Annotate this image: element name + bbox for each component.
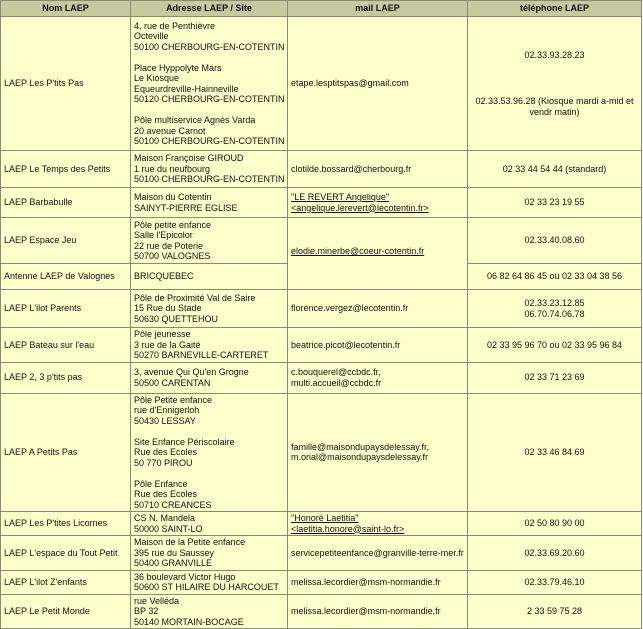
table-row (1, 536, 642, 571)
laep-mail (288, 393, 468, 512)
phone-line: 02.33.93.28.23 (524, 49, 585, 60)
laep-name: LAEP Les P'tites Licornes (1, 512, 131, 536)
laep-mail (288, 151, 468, 188)
address-line: Place Hyppolyte Mars (134, 62, 222, 73)
laep-name: LAEP L'ilot Parents (1, 290, 131, 328)
laep-phone: 2 33 59 75 28 (468, 594, 642, 629)
table-row (1, 594, 642, 629)
table-row (1, 188, 642, 218)
address-line: 4, rue de Penthièvre (134, 20, 216, 31)
address-line: 50710 CREANCES (134, 499, 212, 510)
address-line: Equeurdreville-Hainneville (134, 83, 239, 94)
mail-link[interactable]: m.orial@maisondupaysdelessay.fr (291, 452, 429, 463)
laep-phone: 02 33 95 96 70 ou 02 33 95 96 84 (468, 328, 642, 363)
laep-name: LAEP Les P'tits Pas (1, 17, 131, 151)
address-line: 50400 GRANVILLE (134, 558, 213, 568)
mail-link[interactable]: elodie.minerbe@coeur-cotentin.fr (291, 246, 425, 256)
laep-name: LAEP Le Petit Monde (1, 594, 131, 629)
table-row (1, 512, 642, 536)
address-line: 50 770 PIROU (134, 457, 193, 468)
address-line: 50000 SAINT-LO (134, 523, 203, 534)
mail-link[interactable]: melissa.lecordier@msm-normandie.fr (291, 606, 441, 616)
laep-mail (288, 17, 468, 151)
address-line: 50100 CHERBOURG-EN-COTENTIN (134, 136, 285, 146)
laep-phone: 02.33.40.08.60 (468, 218, 642, 264)
mail-link[interactable]: "Honoré Laetitia" (291, 513, 359, 523)
laep-name: LAEP L'espace du Tout Petit (1, 536, 131, 571)
address-line: 15 Rue du Stade (134, 303, 202, 314)
address-line: Le Kiosque (134, 73, 180, 83)
laep-address (131, 218, 288, 264)
address-line: Maison de la Petite enfance (134, 537, 246, 547)
address-line: 1 rue du neufbourg (134, 163, 211, 174)
mail-link[interactable]: etape.lesptitspas@gmail.com (291, 78, 409, 89)
address-line: 395 rue du Saussey (134, 547, 215, 558)
laep-address (131, 570, 288, 594)
table-row (1, 328, 642, 363)
laep-phone (468, 17, 642, 151)
mail-link[interactable]: <laetitia.honore@saint-lo.fr> (291, 523, 405, 534)
address-line: 3, avenue Qui Qu'en Grogne (134, 367, 249, 377)
mail-link[interactable]: beatrice.picot@lecotentin.fr (291, 339, 401, 350)
mail-link[interactable]: servicepetiteenfance@granville-terre-mer.fr (291, 547, 464, 558)
address-line: 50120 CHERBOURG-EN-COTENTIN (134, 94, 285, 104)
mail-link[interactable]: multi.accueil@ccbdc.fr (291, 377, 382, 388)
address-line: Pôle jeunesse (134, 329, 191, 339)
address-line: rue Velléda (134, 595, 180, 606)
mail-link[interactable]: florence.vergez@lecotentin.fr (291, 303, 409, 314)
laep-address (131, 290, 288, 328)
address-line: Pôle Petite enfance (134, 394, 213, 405)
address-line: Pôle petite enfance (134, 219, 212, 230)
mail-link[interactable]: famille@maisondupaysdelessay.fr, (291, 441, 430, 452)
laep-phone: 02.33.69.20.60 (468, 536, 642, 571)
address-line: Maison Françoise GIROUD (134, 153, 244, 164)
header-row (1, 1, 642, 17)
laep-phone: 02 33 46 84 69 (468, 393, 642, 512)
table-row (1, 362, 642, 393)
laep-phone: 02.33.79.46.10 (468, 570, 642, 594)
address-line: CS N. Mandela (134, 513, 196, 523)
mail-link[interactable]: clotilde.bossard@cherbourg.fr (291, 163, 412, 174)
phone-line: 06.70.74.06.78 (524, 308, 585, 319)
address-line: 3 rue de la Gaité (134, 339, 201, 350)
address-line: 50500 CARENTAN (134, 377, 211, 388)
address-line: Rue des Ecoles (134, 447, 198, 457)
address-line: 50700 VALOGNES (134, 251, 211, 261)
address-line: Salle l'Epicolor (134, 230, 193, 240)
laep-name: LAEP A Petits Pas (1, 393, 131, 512)
laep-mail (288, 570, 468, 594)
laep-address (131, 17, 288, 151)
laep-phone: 02 33 71 23 69 (468, 362, 642, 393)
laep-phone: 02 50 80 90 00 (468, 512, 642, 536)
address-line: BRICQUEBEC (134, 271, 194, 282)
laep-name: LAEP Le Temps des Petits (1, 151, 131, 188)
laep-mail (288, 328, 468, 363)
address-line: 50100 CHERBOURG-EN-COTENTIN (134, 174, 285, 185)
mail-link[interactable]: "LE REVERT Angelique" (291, 192, 390, 202)
address-line: Pôle multiservice Agnès Varda (134, 115, 256, 125)
table-row (1, 218, 642, 264)
laep-phone: 02 33 44 54 44 (standard) (468, 151, 642, 188)
laep-name: LAEP 2, 3 p'tits pas (1, 362, 131, 393)
phone-line: 02.33.53.96.28 (Kiosque mardi a-mid et vendr matin) (475, 96, 634, 117)
laep-address (131, 362, 288, 393)
address-line: BP 32 (134, 606, 159, 616)
address-line: 50100 CHERBOURG-EN-COTENTIN (134, 41, 285, 52)
header-address: Adresse LAEP / Site (131, 1, 288, 17)
address-line: Pôle Enfance (134, 478, 188, 489)
address-line: Rue des Ecoles (134, 489, 198, 499)
address-line: Pôle de Proximité Val de Saire (134, 292, 256, 303)
table-row (1, 17, 642, 151)
address-line: SAINYT-PIERRE EGLISE (134, 202, 238, 213)
header-name: Nom LAEP (1, 1, 131, 17)
mail-link[interactable]: <angelique.lerevert@lecotentin.fr> (291, 202, 429, 213)
address-line: 36 boulevard Victor Hugo (134, 571, 236, 582)
address-line: 50270 BARNEVILLE-CARTERET (134, 350, 269, 360)
phone-line: 02.33.23.12.85 (524, 298, 585, 308)
laep-address (131, 151, 288, 188)
laep-mail (288, 188, 468, 218)
laep-mail (288, 290, 468, 328)
laep-address (131, 536, 288, 571)
mail-link[interactable]: melissa.lecordier@msm-normandie.fr (291, 576, 441, 587)
header-mail: mail LAEP (288, 1, 468, 17)
laep-mail (288, 536, 468, 571)
laep-address (131, 188, 288, 218)
table-row (1, 151, 642, 188)
address-line: 50600 ST HILAIRE DU HARCOUET (134, 582, 279, 592)
laep-name: LAEP L'ilot Z'enfants (1, 570, 131, 594)
laep-phone: 06 82 64 86 45 ou 02 33 04 38 56 (468, 264, 642, 290)
laep-phone: 02 33 23 19 55 (468, 188, 642, 218)
laep-address (131, 264, 288, 290)
laep-name: LAEP Barbabulle (1, 188, 131, 218)
laep-mail (288, 362, 468, 393)
laep-name: LAEP Espace Jeu (1, 218, 131, 264)
table-row (1, 570, 642, 594)
address-line: Octeville (134, 31, 169, 41)
laep-address (131, 328, 288, 363)
table-row (1, 290, 642, 328)
laep-mail (288, 512, 468, 536)
address-line: 50430 LESSAY (134, 415, 196, 426)
laep-mail (288, 594, 468, 629)
address-line: 22 rue de Poterie (134, 240, 204, 251)
laep-address (131, 512, 288, 536)
address-line: Maison du Cotentin (134, 192, 212, 202)
laep-address (131, 594, 288, 629)
laep-name: LAEP Bateau sur l'eau (1, 328, 131, 363)
laep-name: Antenne LAEP de Valognes (1, 264, 131, 290)
address-line: 50140 MORTAIN-BOCAGE (134, 616, 244, 627)
address-line: 50630 QUETTEHOU (134, 313, 219, 324)
laep-phone (468, 290, 642, 328)
laep-mail (288, 218, 468, 290)
address-line: 20 avenue Carnot (134, 125, 206, 136)
address-line: Site Enfance Périscolaire (134, 436, 235, 447)
mail-link[interactable]: c.bouquerel@ccbdc.fr, (291, 367, 381, 377)
laep-address (131, 393, 288, 512)
table-row (1, 393, 642, 512)
header-phone: téléphone LAEP (468, 1, 642, 17)
address-line: rue d'Ennigerloh (134, 405, 200, 415)
